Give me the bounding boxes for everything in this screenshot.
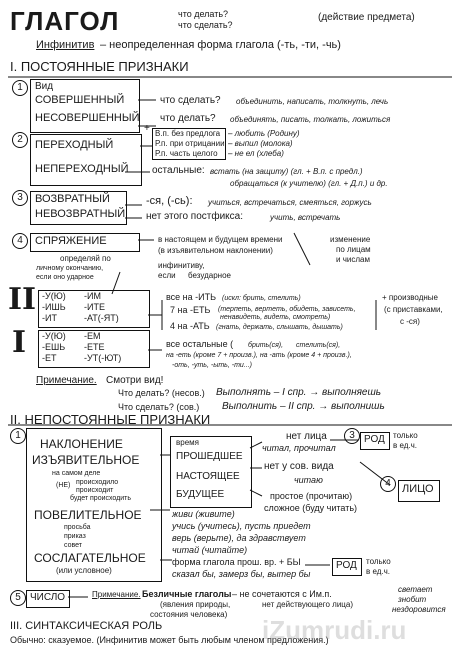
others-example: встать (на защиту) (гл. + В.п. с предл.): [210, 167, 363, 176]
future-tense: БУДУЩЕЕ: [176, 489, 225, 500]
postfix-label: -ся, (-сь):: [146, 195, 193, 207]
infinitive-term: Инфинитив: [36, 39, 95, 51]
gender-note: только: [393, 431, 418, 440]
conjugation-ii-numeral: II: [8, 282, 37, 317]
future-simple: простое (прочитаю): [270, 491, 353, 501]
number-badge: 1: [10, 428, 26, 444]
rule-others: все остальные (: [166, 339, 234, 349]
perfective-question: что сделать?: [160, 95, 221, 106]
ending: -ИТЕ: [84, 302, 105, 312]
person-label: ЛИЦО: [402, 483, 434, 495]
section-heading: I. ПОСТОЯННЫЕ ПРИЗНАКИ: [10, 59, 189, 74]
case-example: – не ел (хлеба): [228, 149, 284, 158]
infinitive-note: если: [158, 271, 176, 280]
question-do: что делать?: [178, 9, 229, 19]
number-label: ЧИСЛО: [30, 592, 66, 603]
rule-it-exceptions: (искл: брить, стелить): [222, 295, 301, 302]
derivatives-note: (с приставками,: [384, 305, 443, 314]
present-tense: НАСТОЯЩЕЕ: [176, 471, 240, 482]
gender-note: в ед.ч.: [393, 441, 418, 450]
indicative-note: (НЕ): [56, 482, 71, 489]
ending-note: если оно ударное: [36, 274, 94, 281]
impersonal-example: светает: [398, 585, 433, 594]
present-example: читаю: [294, 475, 323, 485]
aspect-label: Вид: [35, 81, 54, 92]
past-example: читал, прочитал: [262, 443, 336, 453]
section-heading: III. СИНТАКСИЧЕСКАЯ РОЛЬ: [10, 620, 163, 632]
case-item: Р.п. часть целого: [155, 149, 218, 158]
ending: -ИШЬ: [42, 302, 66, 312]
rule-et: 7 на -ЕТЬ: [170, 305, 211, 315]
watermark: iZumrudi.ru: [262, 615, 407, 645]
rule-others-words: стелить(ся),: [296, 342, 341, 349]
impersonal-example: знобит: [398, 595, 427, 604]
gender-note: в ед.ч.: [366, 567, 391, 576]
indicative-note: на самом деле: [52, 470, 101, 477]
page-title: ГЛАГОЛ: [10, 6, 120, 36]
no-perfective-note: нет у сов. вида: [264, 461, 334, 472]
imperfective-question: что делать?: [160, 113, 216, 124]
ending: -УТ(-ЮТ): [84, 353, 122, 363]
number-badge: 2: [12, 132, 28, 148]
imperfective-examples: объединять, писать, толкать, ложиться: [230, 115, 391, 124]
note-answer: Выполнить – II спр. → выполнишь: [222, 401, 385, 412]
rule-at-words: (гнать, держать, слышать, дышать): [216, 324, 343, 331]
note-question: Что делать? (несов.): [118, 388, 205, 398]
conjugation-label: СПРЯЖЕНИЕ: [35, 235, 107, 247]
rule-it: все на -ИТЬ: [166, 292, 217, 302]
impersonal-note: – не сочетаются с Им.п.: [232, 589, 332, 599]
indicative-note: будет происходить: [70, 495, 132, 502]
note-label: Примечание.: [36, 375, 97, 386]
imperative-note: просьба: [64, 524, 91, 531]
others-label: остальные:: [152, 165, 205, 176]
ending-note: личному окончанию,: [36, 265, 104, 272]
question-done: что сделать?: [178, 20, 233, 30]
impersonal-example: нездоровится: [392, 605, 446, 614]
syntax-role-text: Обычно: сказуемое. (Инфинитив может быть любым членом предложения.): [10, 635, 329, 645]
note-label: Примечание.: [92, 590, 141, 599]
change-note: и числам: [336, 255, 370, 264]
reflexive-label: ВОЗВРАТНЫЙ: [35, 193, 110, 205]
indicative-note: происходит: [76, 487, 114, 494]
indicative-label: ИЗЪЯВИТЕЛЬНОЕ: [32, 453, 140, 467]
number-badge: 3: [344, 428, 360, 444]
perfective-examples: объединить, написать, толкнуть, лечь: [236, 97, 389, 106]
indicative-note: происходило: [76, 479, 119, 486]
number-badge: 4: [12, 233, 28, 249]
impersonal-note: (явления природы,: [160, 600, 231, 609]
imperative-note: совет: [64, 542, 82, 549]
rule-others-words: -оть, -уть, -ыть, -ти...): [172, 362, 252, 369]
note-text: Смотри вид!: [106, 375, 164, 386]
ending: -ЕМ: [84, 331, 101, 341]
change-note: изменение: [330, 235, 371, 244]
note-question: Что сделать? (сов.): [118, 402, 200, 412]
tense-label: время: [176, 438, 199, 447]
conjugation-i-numeral: I: [12, 325, 27, 360]
no-person-note: нет лица: [286, 431, 327, 442]
change-note: по лицам: [336, 245, 371, 254]
rule-others-words: брить(ся),: [248, 342, 284, 349]
imperative-note: приказ: [64, 533, 86, 540]
imperfective-label: НЕСОВЕРШЕННЫЙ: [35, 112, 140, 124]
gender-label: РОД: [364, 434, 385, 445]
ending: -ИМ: [84, 291, 101, 301]
number-badge: 3: [12, 190, 28, 206]
no-postfix-examples: учить, встречать: [270, 213, 341, 222]
ending: -У(Ю): [42, 291, 66, 301]
ending: -ИТ: [42, 313, 57, 323]
number-badge: 1: [12, 80, 28, 96]
intransitive-label: НЕПЕРЕХОДНЫЙ: [35, 163, 129, 175]
note-answer: Выполнять – I спр. → выполняешь: [216, 387, 382, 398]
meaning-note: (действие предмета): [318, 12, 415, 23]
subjunctive-example: сказал бы, замерз бы, вытер бы: [172, 569, 311, 579]
impersonal-verbs: Безличные глаголы: [142, 589, 232, 599]
others-example: обращаться (к учителю) (гл. + Д.п.) и др.: [230, 179, 388, 188]
imperative-example: верь (верьте), да здравствует: [172, 533, 306, 543]
rule-et-words: (терпеть, вертеть, обидеть, зависеть,: [218, 306, 356, 313]
ending: -АТ(-ЯТ): [84, 313, 119, 323]
case-example: – выпил (молока): [228, 139, 293, 148]
derivatives-note: + производные: [382, 293, 438, 302]
infinitive-note: безударное: [188, 271, 231, 280]
perfective-label: СОВЕРШЕННЫЙ: [35, 94, 125, 106]
imperative-example: живи (живите): [172, 509, 235, 519]
plus-sign: +: [144, 123, 150, 134]
subjunctive-note: (или условное): [56, 566, 112, 575]
imperative-example: учись (учитесь), пусть приедет: [172, 521, 311, 531]
ending: -ЕТ: [42, 353, 57, 363]
postfix-examples: учиться, встречаться, смеяться, горжусь: [208, 198, 372, 207]
number-badge: 5: [10, 590, 26, 606]
rule-others-words: на -еть (кроме 7 + произв.), на -ать (кроме 4 + произв.),: [166, 352, 352, 359]
no-postfix-label: нет этого постфикса:: [146, 211, 243, 222]
conjugation-note: (в изъявительном наклонении): [158, 246, 273, 255]
gender-label: РОД: [336, 560, 357, 571]
infinitive-note: инфинитиву,: [158, 261, 205, 270]
infinitive-definition: – неопределенная форма глагола (-ть, -ти, -чь): [100, 39, 341, 51]
nonreflexive-label: НЕВОЗВРАТНЫЙ: [35, 208, 126, 220]
future-compound: сложное (буду читать): [264, 503, 358, 513]
impersonal-note: состояния человека): [150, 610, 228, 619]
imperative-label: ПОВЕЛИТЕЛЬНОЕ: [34, 508, 142, 522]
case-item: Р.п. при отрицании: [155, 139, 225, 148]
impersonal-note: нет действующего лица): [262, 600, 353, 609]
rule-at: 4 на -АТЬ: [170, 321, 210, 331]
case-example: – любить (Родину): [228, 129, 300, 138]
case-item: В.п. без предлога: [155, 129, 221, 138]
ending: -ЕШЬ: [42, 342, 66, 352]
ending-note: определяй по: [60, 254, 111, 263]
number-badge: 4: [380, 476, 396, 492]
transitive-label: ПЕРЕХОДНЫЙ: [35, 139, 114, 151]
subjunctive-label: СОСЛАГАТЕЛЬНОЕ: [34, 551, 146, 565]
ending: -У(Ю): [42, 331, 66, 341]
imperative-example: читай (читайте): [172, 545, 248, 555]
conjugation-note: в настоящем и будущем времени: [158, 235, 283, 244]
mood-label: НАКЛОНЕНИЕ: [40, 437, 123, 451]
ending: -ЕТЕ: [84, 342, 105, 352]
subjunctive-form: форма глагола прош. вр. + БЫ: [172, 557, 301, 567]
rule-et-words: ненавидеть, видеть, смотреть): [220, 314, 331, 321]
derivatives-note: с -ся): [400, 317, 420, 326]
section-heading: II. НЕПОСТОЯННЫЕ ПРИЗНАКИ: [10, 412, 211, 427]
gender-note: только: [366, 557, 391, 566]
past-tense: ПРОШЕДШЕЕ: [176, 451, 243, 462]
